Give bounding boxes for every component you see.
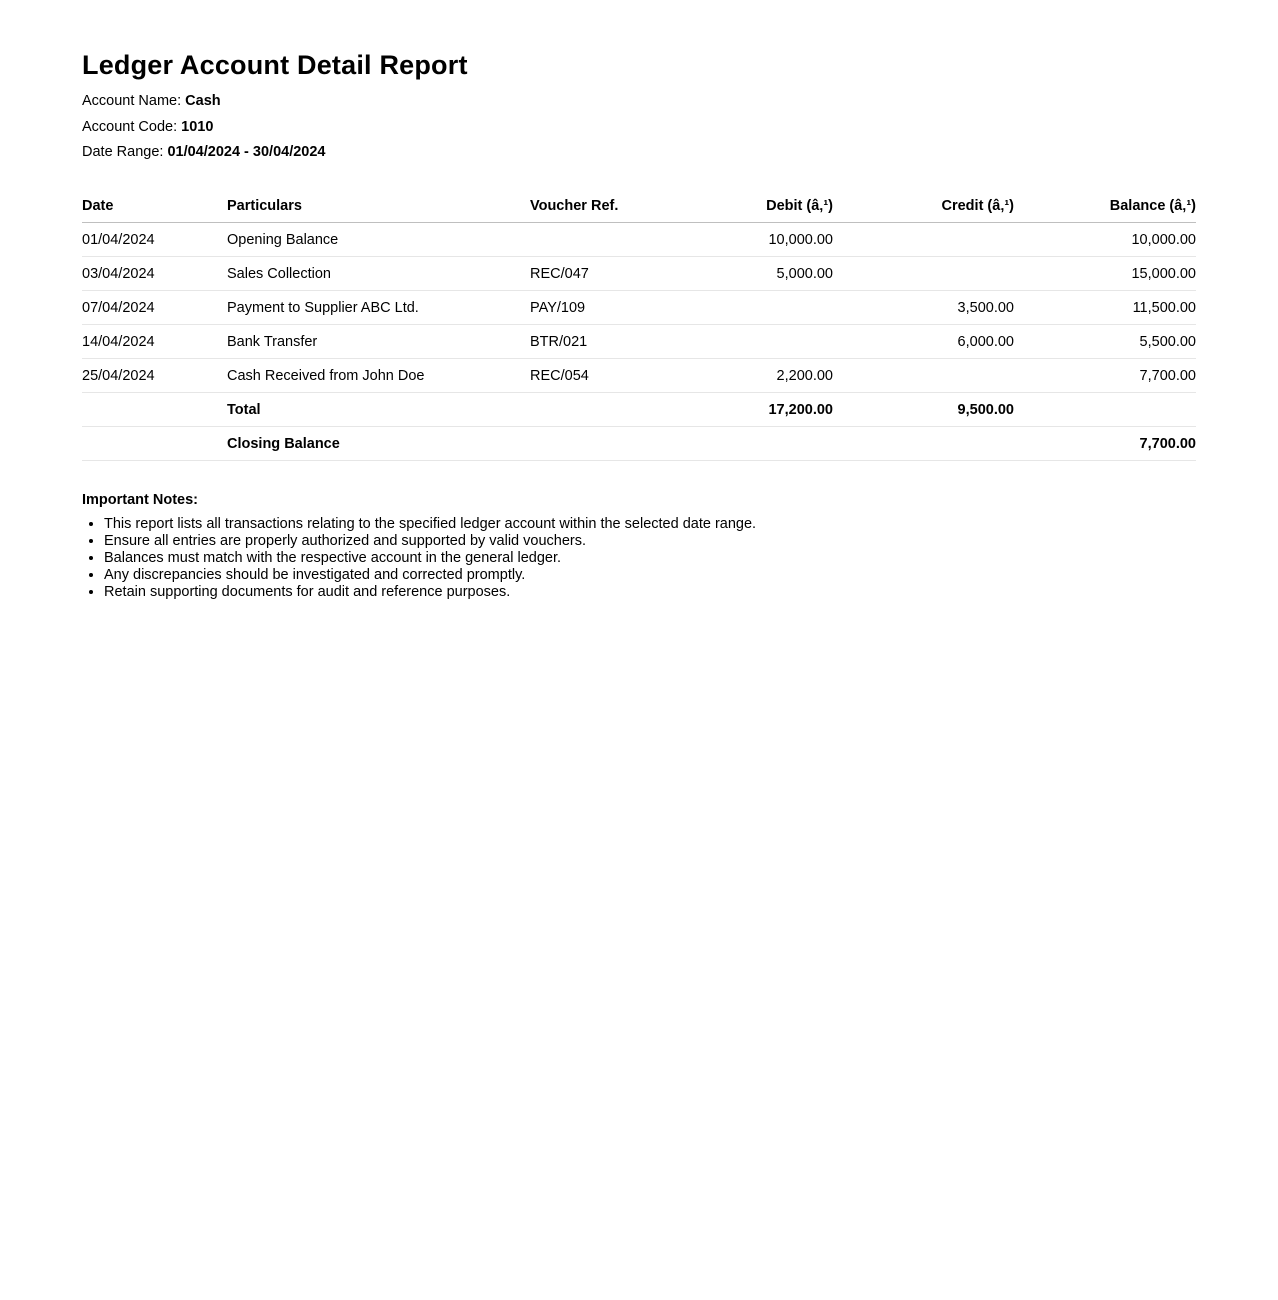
table-row <box>82 257 1196 291</box>
cell-credit: 6,000.00 <box>833 325 1014 359</box>
account-name-value: Cash <box>185 93 221 109</box>
account-name-label: Account Name: <box>82 93 182 109</box>
date-range-line <box>82 144 325 160</box>
ledger-table <box>82 190 1196 461</box>
notes-list <box>82 516 756 601</box>
account-name-line <box>82 93 221 109</box>
cell-particulars: Sales Collection <box>227 257 530 291</box>
cell-date: 25/04/2024 <box>82 359 227 393</box>
table-row <box>82 291 1196 325</box>
cell-empty <box>530 427 650 461</box>
cell-particulars: Payment to Supplier ABC Ltd. <box>227 291 530 325</box>
cell-particulars: Bank Transfer <box>227 325 530 359</box>
cell-date: 14/04/2024 <box>82 325 227 359</box>
cell-debit: 10,000.00 <box>650 223 833 257</box>
cell-ref: PAY/109 <box>530 291 650 325</box>
total-credit: 9,500.00 <box>833 393 1014 427</box>
cell-debit <box>650 325 833 359</box>
cell-date: 01/04/2024 <box>82 223 227 257</box>
date-range-label: Date Range: <box>82 144 164 160</box>
list-item: • Ensure all entries are properly authorized and supported by valid vouchers. <box>104 533 756 550</box>
cell-debit <box>650 291 833 325</box>
table-row <box>82 325 1196 359</box>
notes-title: Important Notes: <box>82 492 198 508</box>
cell-credit <box>833 257 1014 291</box>
cell-date: 07/04/2024 <box>82 291 227 325</box>
cell-empty <box>530 393 650 427</box>
cell-credit <box>833 223 1014 257</box>
report-title: Ledger Account Detail Report <box>82 50 468 80</box>
cell-empty <box>82 427 227 461</box>
header-debit: Debit (â‚¹) <box>650 190 833 223</box>
cell-balance: 11,500.00 <box>1014 291 1196 325</box>
header-date: Date <box>82 190 227 223</box>
list-item: • Balances must match with the respective account in the general ledger. <box>104 550 756 567</box>
account-code-value: 1010 <box>181 119 214 135</box>
cell-empty <box>1014 393 1196 427</box>
cell-debit: 2,200.00 <box>650 359 833 393</box>
table-row <box>82 223 1196 257</box>
cell-ref: REC/054 <box>530 359 650 393</box>
list-item: • Any discrepancies should be investigated and corrected promptly. <box>104 567 756 584</box>
table-row <box>82 359 1196 393</box>
account-code-label: Account Code: <box>82 119 178 135</box>
cell-ref <box>530 223 650 257</box>
total-label: Total <box>227 393 530 427</box>
date-range-value: 01/04/2024 - 30/04/2024 <box>167 144 326 160</box>
cell-debit: 5,000.00 <box>650 257 833 291</box>
table-header-row <box>82 190 1196 223</box>
closing-balance-row <box>82 427 1196 461</box>
header-balance: Balance (â‚¹) <box>1014 190 1196 223</box>
closing-balance-value: 7,700.00 <box>1014 427 1196 461</box>
total-row <box>82 393 1196 427</box>
cell-empty <box>833 427 1014 461</box>
cell-balance: 15,000.00 <box>1014 257 1196 291</box>
cell-balance: 7,700.00 <box>1014 359 1196 393</box>
cell-particulars: Cash Received from John Doe <box>227 359 530 393</box>
cell-ref: BTR/021 <box>530 325 650 359</box>
header-particulars: Particulars <box>227 190 530 223</box>
cell-empty <box>82 393 227 427</box>
cell-balance: 5,500.00 <box>1014 325 1196 359</box>
total-debit: 17,200.00 <box>650 393 833 427</box>
cell-credit <box>833 359 1014 393</box>
cell-date: 03/04/2024 <box>82 257 227 291</box>
cell-credit: 3,500.00 <box>833 291 1014 325</box>
header-voucher-ref: Voucher Ref. <box>530 190 650 223</box>
header-credit: Credit (â‚¹) <box>833 190 1014 223</box>
list-item: • This report lists all transactions relating to the specified ledger account within the selected date range. <box>104 516 756 533</box>
cell-ref: REC/047 <box>530 257 650 291</box>
cell-balance: 10,000.00 <box>1014 223 1196 257</box>
cell-particulars: Opening Balance <box>227 223 530 257</box>
closing-balance-label: Closing Balance <box>227 427 530 461</box>
list-item: • Retain supporting documents for audit and reference purposes. <box>104 584 756 601</box>
account-code-line <box>82 119 213 135</box>
cell-empty <box>650 427 833 461</box>
